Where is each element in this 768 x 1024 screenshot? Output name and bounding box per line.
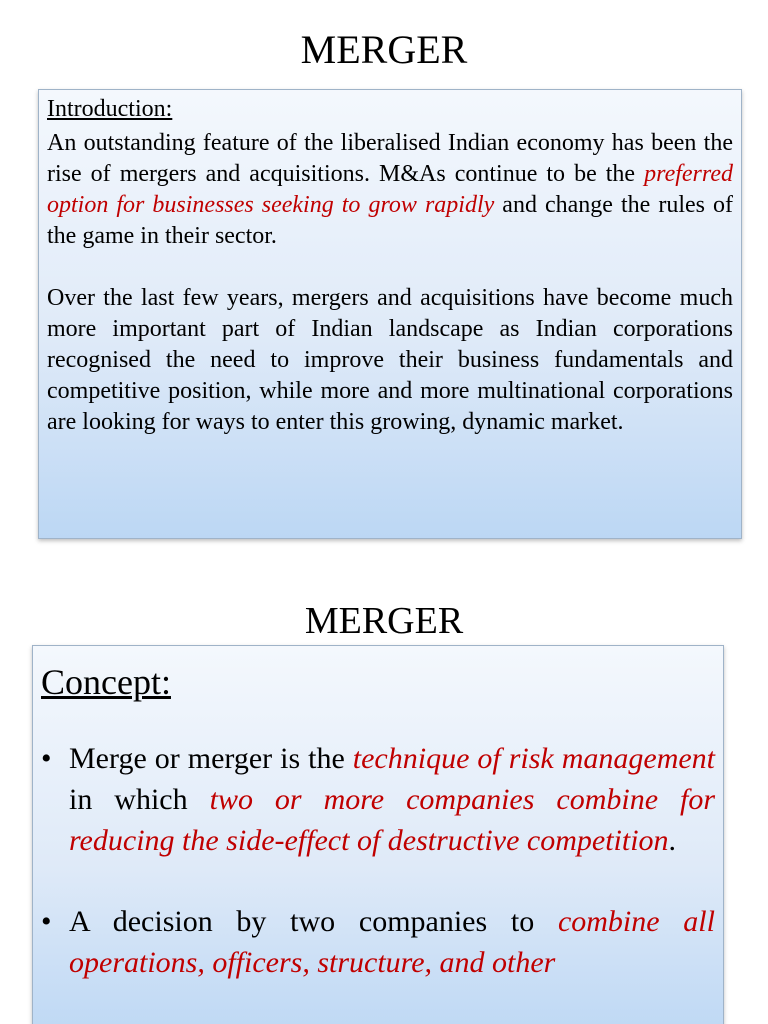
bullet-1-text-c: in which bbox=[69, 783, 210, 816]
highlight-combine-operations: combine all operations, officers, structure, and other bbox=[69, 905, 715, 979]
bullet-icon: • bbox=[41, 905, 52, 938]
bullet-1-text-a: Merge or merger is the bbox=[69, 742, 353, 775]
introduction-heading: Introduction: bbox=[47, 96, 173, 122]
paragraph-1-text-a: An outstanding feature of the liberalised Indian economy has been the rise of mergers and acquisitions. M&As continue to be the bbox=[47, 130, 733, 187]
concept-heading: Concept: bbox=[41, 662, 171, 702]
introduction-paragraph-1 bbox=[47, 128, 733, 252]
paragraph-1-text-c: and change the rules of the game in their sector. bbox=[47, 192, 734, 249]
bullet-item-decision bbox=[41, 901, 715, 983]
bullet-2-text-a: A decision by two companies to bbox=[69, 905, 558, 938]
highlight-preferred-option: preferred option for businesses seeking to grow rapidly bbox=[47, 161, 733, 218]
bullet-item-merger-definition bbox=[41, 738, 715, 861]
concept-box bbox=[32, 645, 724, 1024]
highlight-companies-combine: two or more companies combine for reducing the side-effect of destructive competition bbox=[69, 783, 715, 857]
slide-2-title: MERGER bbox=[304, 600, 464, 642]
slide-1-title: MERGER bbox=[300, 27, 468, 72]
introduction-box bbox=[38, 89, 742, 539]
bullet-icon: • bbox=[41, 742, 52, 775]
highlight-risk-management: technique of risk management bbox=[352, 742, 716, 775]
introduction-paragraph-2: Over the last few years, mergers and acquisitions have become much more important part of Indian landscape as Indian corporations recognised the need to improve their business fundamentals and competitive position, while more and more multinational corporations are looking for ways to enter this growing, dynamic market. bbox=[47, 285, 733, 435]
bullet-1-text-e: . bbox=[668, 824, 677, 857]
